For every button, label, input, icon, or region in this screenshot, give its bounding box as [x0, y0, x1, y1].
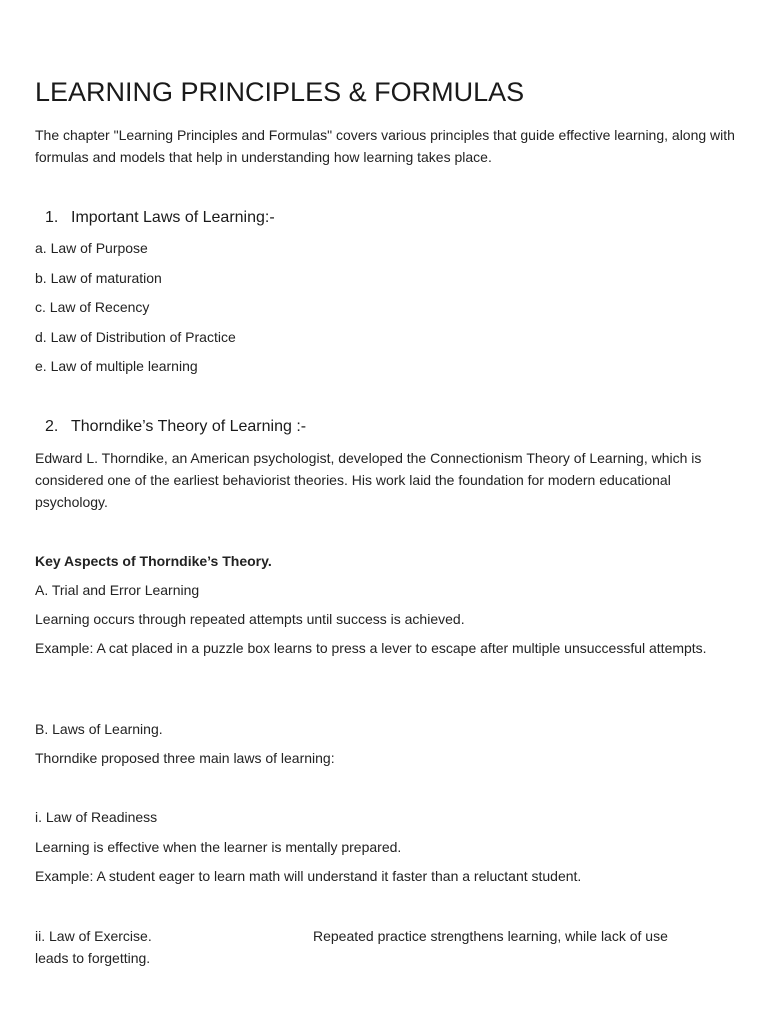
intro-paragraph: The chapter "Learning Principles and Formulas" covers various principles that guide effective learning, along with formulas and models that help in understanding how learning takes place. [35, 127, 735, 165]
section-2-number: 2. [45, 418, 59, 435]
document-title: LEARNING PRINCIPLES & FORMULAS [35, 77, 525, 107]
laws-of-learning-heading: B. Laws of Learning. [35, 721, 163, 737]
law-list-item: d. Law of Distribution of Practice [35, 329, 236, 345]
law-of-exercise-description: Repeated practice strengthens learning, while lack of use [313, 928, 668, 944]
section-2-heading [45, 416, 306, 438]
trial-error-heading: A. Trial and Error Learning [35, 582, 200, 598]
law-of-readiness-heading: i. Law of Readiness [35, 809, 158, 825]
section-2-title: Thorndike’s Theory of Learning :- [71, 418, 307, 435]
law-of-readiness-example: Example: A student eager to learn math will understand it faster than a reluctant student. [35, 868, 582, 884]
law-list-item: c. Law of Recency [35, 299, 150, 315]
law-of-readiness-description: Learning is effective when the learner is mentally prepared. [35, 839, 402, 855]
section-1-title: Important Laws of Learning:- [71, 209, 275, 226]
law-list-item: a. Law of Purpose [35, 240, 148, 256]
key-aspects-heading: Key Aspects of Thorndike’s Theory. [35, 553, 272, 569]
law-list-item: e. Law of multiple learning [35, 358, 198, 374]
law-of-exercise-description-continued: leads to forgetting. [35, 950, 151, 966]
law-of-exercise-heading: ii. Law of Exercise. [35, 928, 152, 944]
section-1-heading [45, 207, 275, 229]
laws-of-learning-intro: Thorndike proposed three main laws of learning: [35, 750, 335, 766]
document-page [35, 0, 735, 1024]
trial-error-example: Example: A cat placed in a puzzle box learns to press a lever to escape after multiple unsuccessful attempts. [35, 640, 707, 656]
law-list-item: b. Law of maturation [35, 270, 162, 286]
thorndike-intro-paragraph: Edward L. Thorndike, an American psychologist, developed the Connectionism Theory of Learning, which is considered one of the earliest behaviorist theories. His work laid the foundation for modern educational psychology. [35, 450, 702, 510]
section-1-number: 1. [45, 209, 59, 226]
trial-error-description: Learning occurs through repeated attempts until success is achieved. [35, 611, 465, 627]
